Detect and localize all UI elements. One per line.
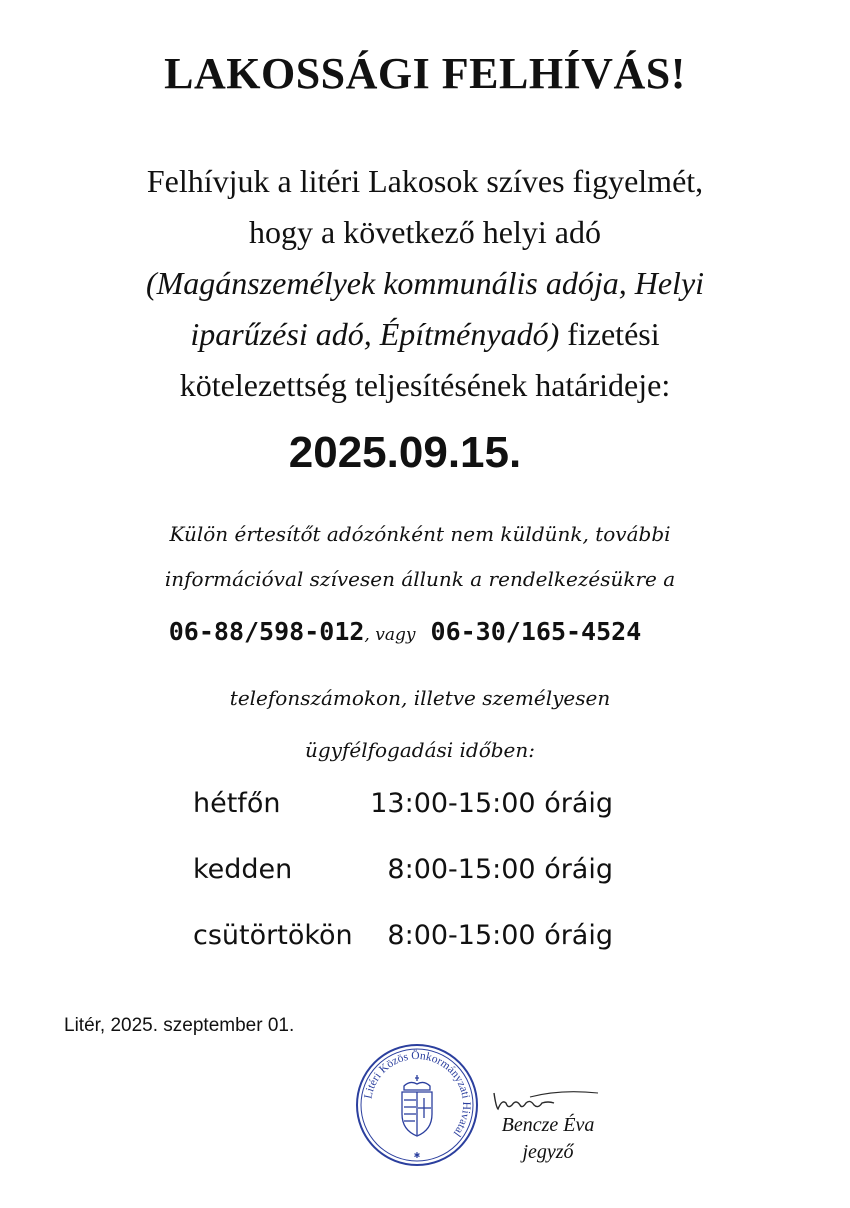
place-and-date: Litér, 2025. szeptember 01. xyxy=(64,1015,295,1036)
contact-paragraph xyxy=(60,672,780,776)
intro-line: kötelezettség teljesítésének határideje: xyxy=(179,367,671,403)
notice-paragraph xyxy=(60,512,780,602)
signer-role: jegyző xyxy=(522,1141,574,1163)
stamp-text: Litéri Közös Önkormányzati Hivatal xyxy=(362,1049,473,1139)
contact-line: ügyfélfogadási időben: xyxy=(304,738,536,762)
intro-line: Felhívjuk a litéri Lakosok szíves figyelmét, xyxy=(146,163,704,199)
official-stamp xyxy=(352,1040,482,1170)
office-hours-time: 8:00-15:00 óráig xyxy=(387,854,613,885)
stamp-star-icon: ✱ xyxy=(413,1151,421,1160)
office-hours-day: hétfőn xyxy=(193,788,281,819)
office-hours-row xyxy=(193,920,613,986)
coat-of-arms-icon xyxy=(402,1075,432,1136)
intro-paragraph xyxy=(40,156,810,411)
notice-line: információval szívesen állunk a rendelkezésükre a xyxy=(164,567,676,591)
office-hours-table xyxy=(193,788,613,986)
phone-numbers xyxy=(0,617,810,646)
phone-number-2: 06-30/165-4524 xyxy=(430,617,642,646)
office-hours-row xyxy=(193,788,613,854)
notice-line: Külön értesítőt adózónként nem küldünk, további xyxy=(169,522,671,546)
office-hours-time: 8:00-15:00 óráig xyxy=(387,920,613,951)
page-title: LAKOSSÁGI FELHÍVÁS! xyxy=(164,49,686,98)
tax-types-line: (Magánszemélyek kommunális adója, Helyi xyxy=(145,265,705,301)
deadline-date: 2025.09.15. xyxy=(288,428,522,477)
intro-line: hogy a következő helyi adó xyxy=(249,214,601,250)
office-hours-day: csütörtökön xyxy=(193,920,353,951)
office-hours-time: 13:00-15:00 óráig xyxy=(370,788,613,819)
intro-line xyxy=(40,309,810,360)
phone-number-1: 06-88/598-012 xyxy=(168,617,365,646)
contact-line: telefonszámokon, illetve személyesen xyxy=(229,686,611,710)
handwritten-signature xyxy=(490,1085,600,1115)
phone-or-word: vagy xyxy=(375,625,416,645)
signer-name: Bencze Éva xyxy=(501,1114,595,1136)
intro-line-tail: fizetési xyxy=(559,316,660,352)
tax-types-line: iparűzési adó, Építményadó) xyxy=(190,316,560,352)
phone-separator: , xyxy=(364,625,376,645)
office-hours-row xyxy=(193,854,613,920)
signer-block xyxy=(478,1112,618,1166)
office-hours-day: kedden xyxy=(193,854,293,885)
